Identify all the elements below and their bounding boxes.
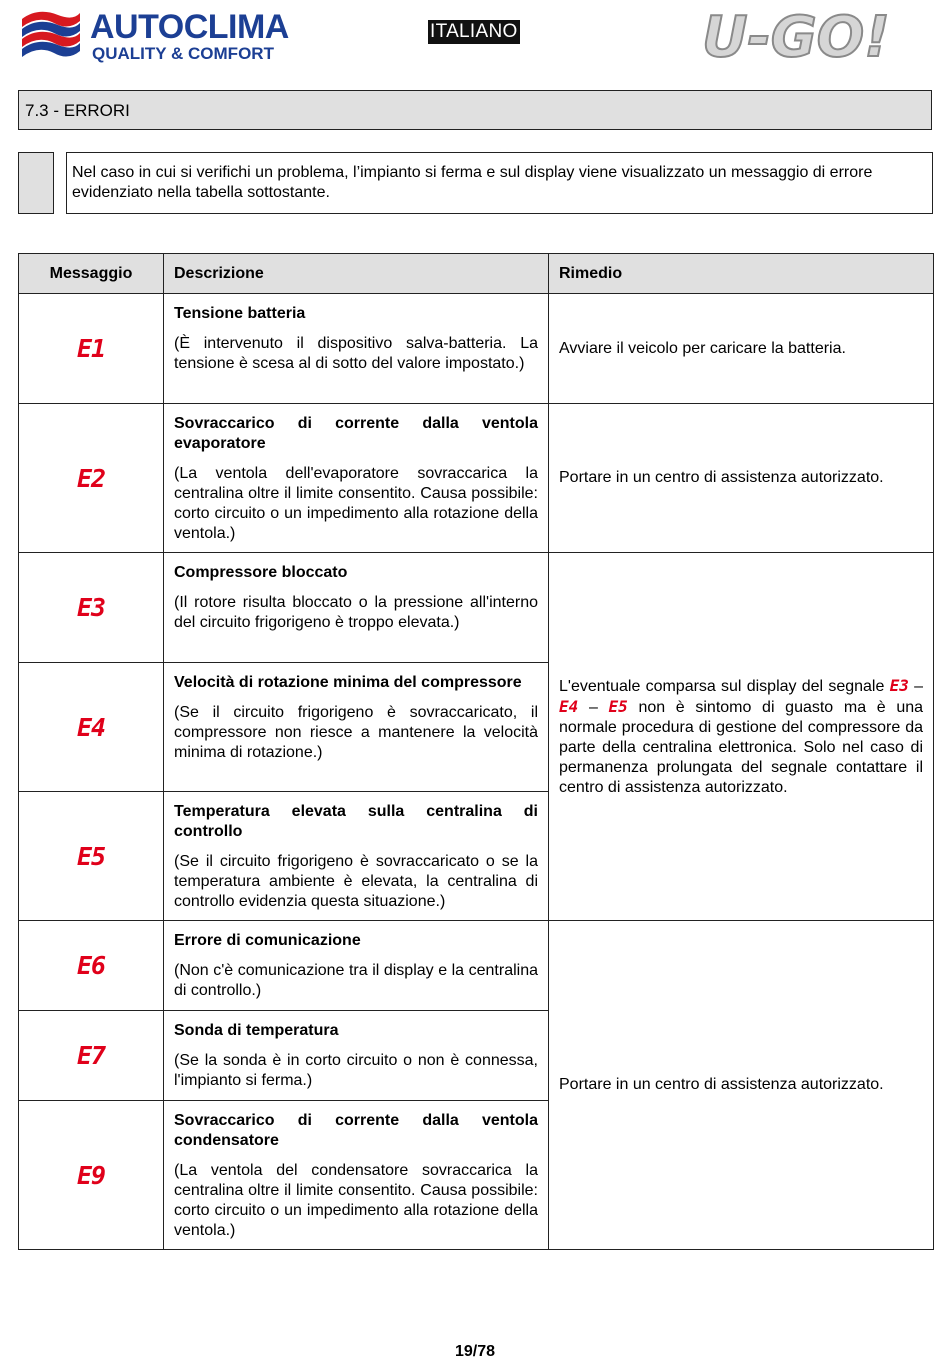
error-code: E1 <box>76 334 106 363</box>
error-code-cell <box>19 553 164 663</box>
autoclima-logo-mark <box>22 12 80 57</box>
error-title: Errore di comunicazione <box>174 932 361 949</box>
error-title: Temperatura elevata sulla centralina di controllo <box>174 803 538 840</box>
error-detail: (Il rotore risulta bloccato o la pressione all'interno del circuito frigorigeno è troppo elevata.) <box>174 594 538 631</box>
error-code-cell <box>19 294 164 404</box>
remedy-cell <box>549 553 934 921</box>
description-cell <box>164 792 549 921</box>
table-row <box>19 553 934 663</box>
error-code-cell <box>19 663 164 792</box>
error-title: Velocità di rotazione minima del compressore <box>174 674 522 691</box>
inline-error-code: E5 <box>608 696 628 716</box>
table-row <box>19 921 934 1011</box>
header-message: Messaggio <box>19 254 164 294</box>
code-separator: – <box>588 698 598 716</box>
error-code-cell <box>19 1011 164 1101</box>
table-row <box>19 294 934 404</box>
error-code: E7 <box>76 1041 106 1070</box>
error-title: Sovraccarico di corrente dalla ventola evaporatore <box>174 415 538 452</box>
error-detail: (La ventola dell'evaporatore sovraccarica la centralina oltre il limite consentito. Causa possibile: corto circuito o un impedimento alla rotazione della ventola.) <box>174 465 538 542</box>
description-cell <box>164 921 549 1011</box>
error-detail: (È intervenuto il dispositivo salva-batteria. La tensione è scesa al di sotto del valore impostato.) <box>174 335 538 372</box>
error-detail: (Se il circuito frigorigeno è sovraccaricato, il compressore non riesce a mantenere la velocità minima di rotazione.) <box>174 704 538 761</box>
error-title: Compressore bloccato <box>174 564 348 581</box>
description-cell <box>164 553 549 663</box>
error-code: E4 <box>76 712 106 742</box>
header-remedy: Rimedio <box>549 254 934 294</box>
section-title: 7.3 - ERRORI <box>25 101 130 120</box>
remedy-suffix: non è sintomo di guasto ma è una normale procedura di gestione del compressore da parte della centralina elettronica. Solo nel caso di permanenza prolungata del segnale contattare il centro di assistenza autorizzato. <box>559 698 924 796</box>
error-code-cell <box>19 404 164 553</box>
inline-error-code: E4 <box>559 696 579 716</box>
remedy-cell: Avviare il veicolo per caricare la batteria. <box>549 294 934 404</box>
language-label: ITALIANO <box>430 21 518 42</box>
error-title: Sonda di temperatura <box>174 1022 339 1039</box>
error-title: Tensione batteria <box>174 305 306 322</box>
error-code-cell <box>19 921 164 1011</box>
code-separator: – <box>914 677 924 695</box>
error-detail: (Non c'è comunicazione tra il display e la centralina di controllo.) <box>174 962 538 999</box>
table-header-row <box>19 254 934 294</box>
remedy-prefix: L'eventuale comparsa sul display del segnale <box>559 677 885 695</box>
header-description: Descrizione <box>164 254 549 294</box>
brand-tagline: QUALITY & COMFORT <box>92 44 274 63</box>
remedy-cell: Portare in un centro di assistenza autorizzato. <box>549 921 934 1250</box>
description-cell <box>164 294 549 404</box>
page-number: 19/78 <box>454 1343 496 1360</box>
description-cell <box>164 404 549 553</box>
description-cell <box>164 1101 549 1250</box>
error-code-cell <box>19 1101 164 1250</box>
section-title-bar <box>18 90 932 130</box>
brand-name: AUTOCLIMA <box>90 8 289 46</box>
note-marker <box>18 152 54 214</box>
error-table <box>18 253 934 1250</box>
error-detail: (Se la sonda è in corto circuito o non è connessa, l'impianto si ferma.) <box>174 1052 538 1089</box>
ugo-logo-text: U-GO! <box>702 5 890 66</box>
error-code-cell <box>19 792 164 921</box>
error-code: E5 <box>76 841 106 871</box>
autoclima-logo <box>18 5 300 65</box>
ugo-logo <box>700 2 935 66</box>
error-code: E3 <box>76 593 106 622</box>
description-cell <box>164 1011 549 1101</box>
description-cell <box>164 663 549 792</box>
error-code: E2 <box>76 463 106 493</box>
error-detail: (Se il circuito frigorigeno è sovraccaricato o se la temperatura ambiente è elevata, la centralina di controllo evidenzia questa situazione.) <box>174 853 538 910</box>
error-title: Sovraccarico di corrente dalla ventola condensatore <box>174 1112 538 1149</box>
error-code: E9 <box>76 1160 106 1190</box>
remedy-cell: Portare in un centro di assistenza autorizzato. <box>549 404 934 553</box>
note-text: Nel caso in cui si verifichi un problema, l’impianto si ferma e sul display viene visualizzato un messaggio di errore evidenziato nella tabella sottostante. <box>66 152 933 214</box>
error-code: E6 <box>76 951 106 980</box>
inline-error-code: E3 <box>889 675 909 695</box>
error-detail: (La ventola del condensatore sovraccarica la centralina oltre il limite consentito. Causa possibile: corto circuito o un impedimento alla rotazione della ventola.) <box>174 1162 538 1239</box>
table-row <box>19 404 934 553</box>
